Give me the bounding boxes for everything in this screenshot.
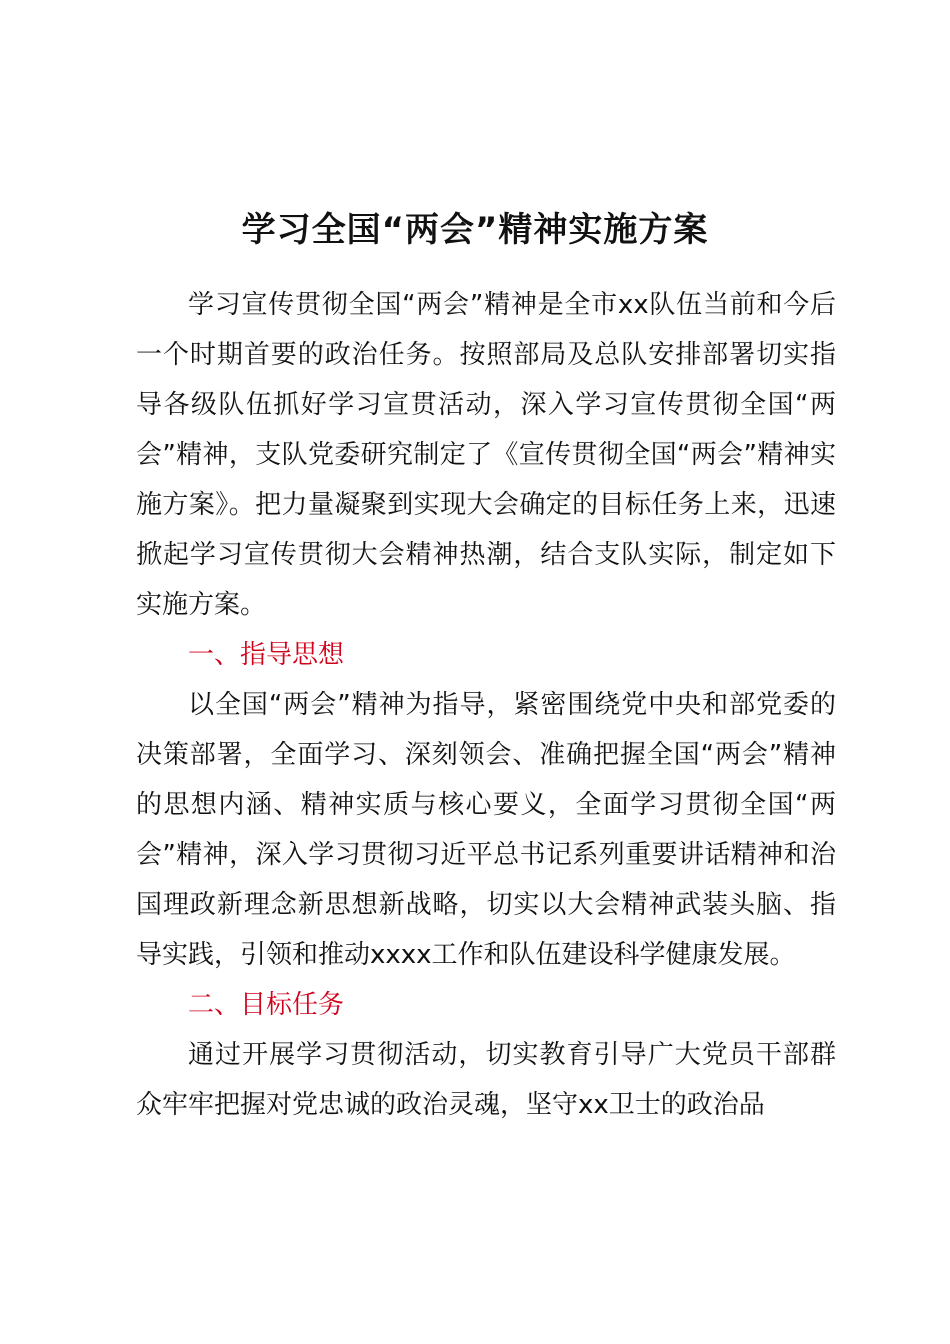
guiding-ideology-paragraph: 以全国“两会”精神为指导，紧密围绕党中央和部党委的决策部署，全面学习、深刻领会、准确把握全国“两会”精神的思想内涵、精神实质与核心要义，全面学习贯彻全国“两会”精神，深入学习贯彻习近平总书记系列重要讲话精神和治国理政新理念新思想新战略，切实以大会精神武装头脑、指导实践，引领和推动xxxx工作和队伍建设科学健康发展。 xyxy=(136,690,836,970)
document-title: 学习全国“两会”精神实施方案 xyxy=(241,210,709,250)
section-heading-objectives: 二、目标任务 xyxy=(188,990,345,1020)
document-body xyxy=(136,280,836,1130)
intro-paragraph: 学习宣传贯彻全国“两会”精神是全市xx队伍当前和今后一个时期首要的政治任务。按照部局及总队安排部署切实指导各级队伍抓好学习宣贯活动，深入学习宣传贯彻全国“两会”精神，支队党委研究制定了《宣传贯彻全国“两会”精神实施方案》。把力量凝聚到实现大会确定的目标任务上来，迅速掀起学习宣传贯彻大会精神热潮，结合支队实际，制定如下实施方案。 xyxy=(136,290,836,620)
objectives-paragraph: 通过开展学习贯彻活动，切实教育引导广大党员干部群众牢牢把握对党忠诚的政治灵魂，坚守xx卫士的政治品 xyxy=(136,1040,836,1120)
section-heading-guiding-ideology: 一、指导思想 xyxy=(188,640,345,670)
